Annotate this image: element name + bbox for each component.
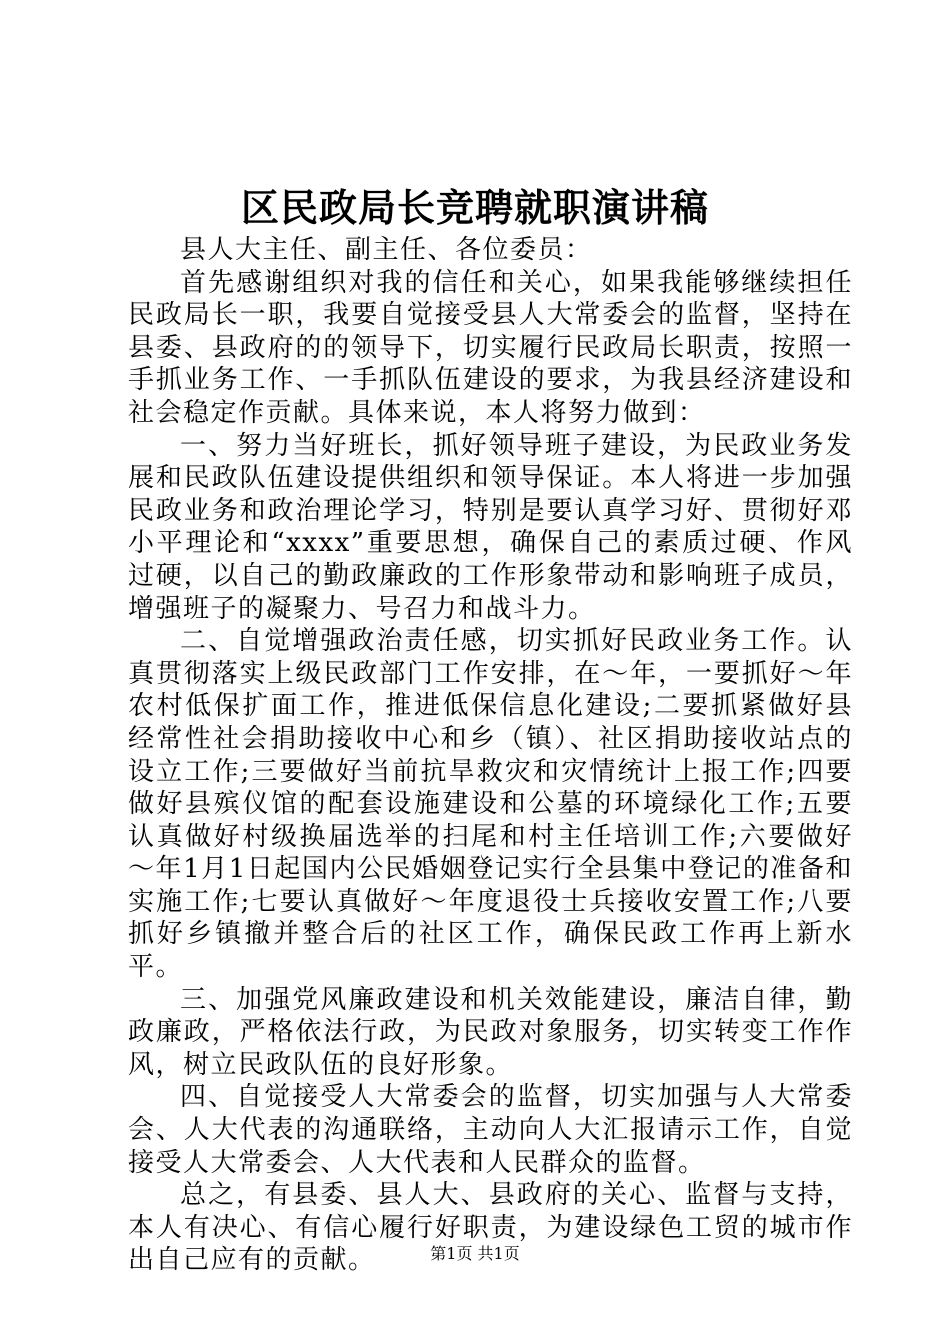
closing-paragraph: 总之，有县委、县人大、县政府的关心、监督与支持，本人有决心、有信心履行好职责，为建设绿色工贸的城市作出自己应有的贡献。 — [128, 1180, 853, 1276]
document-title: 区民政局长竞聘就职演讲稿 — [240, 185, 709, 230]
body-paragraph: 二、自觉增强政治责任感，切实抓好民政业务工作。认真贯彻落实上级民政部门工作安排，在～年，一要抓好～年农村低保扩面工作，推进低保信息化建设;二要抓紧做好县经常性社会捐助接收中心和乡（镇）、社区捐助接收站点的设立工作;三要做好当前抗旱救灾和灾情统计上报工作;四要做好县殡仪馆的配套设施建设和公墓的环境绿化工作;五要认真做好村级换届选举的扫尾和村主任培训工作;六要做好～年1月1日起国内公民婚姻登记实行全县集中登记的准备和实施工作;七要认真做好～年度退役士兵接收安置工作;八要抓好乡镇撤并整合后的社区工作，确保民政工作再上新水平。 — [128, 626, 853, 983]
document-body — [128, 234, 853, 1277]
page-number-footer: 第1页 共1页 — [430, 1244, 520, 1263]
body-paragraph: 三、加强党风廉政建设和机关效能建设，廉洁自律，勤政廉政，严格依法行政，为民政对象服务，切实转变工作作风，树立民政队伍的良好形象。 — [128, 984, 853, 1080]
body-paragraph: 首先感谢组织对我的信任和关心，如果我能够继续担任民政局长一职，我要自觉接受县人大常委会的监督，坚持在县委、县政府的的领导下，切实履行民政局长职责，按照一手抓业务工作、一手抓队伍建设的要求，为我县经济建设和社会稳定作贡献。具体来说，本人将努力做到： — [128, 267, 853, 428]
salutation-paragraph: 县人大主任、副主任、各位委员： — [180, 235, 593, 265]
body-paragraph: 四、自觉接受人大常委会的监督，切实加强与人大常委会、人大代表的沟通联络，主动向人大汇报请示工作，自觉接受人大常委会、人大代表和人民群众的监督。 — [128, 1082, 853, 1178]
body-paragraph: 一、努力当好班长，抓好领导班子建设，为民政业务发展和民政队伍建设提供组织和领导保证。本人将进一步加强民政业务和政治理论学习，特别是要认真学习好、贯彻好邓小平理论和“xxxx”重要思想，确保自己的素质过硬、作风过硬，以自己的勤政廉政的工作形象带动和影响班子成员，增强班子的凝聚力、号召力和战斗力。 — [128, 430, 853, 624]
